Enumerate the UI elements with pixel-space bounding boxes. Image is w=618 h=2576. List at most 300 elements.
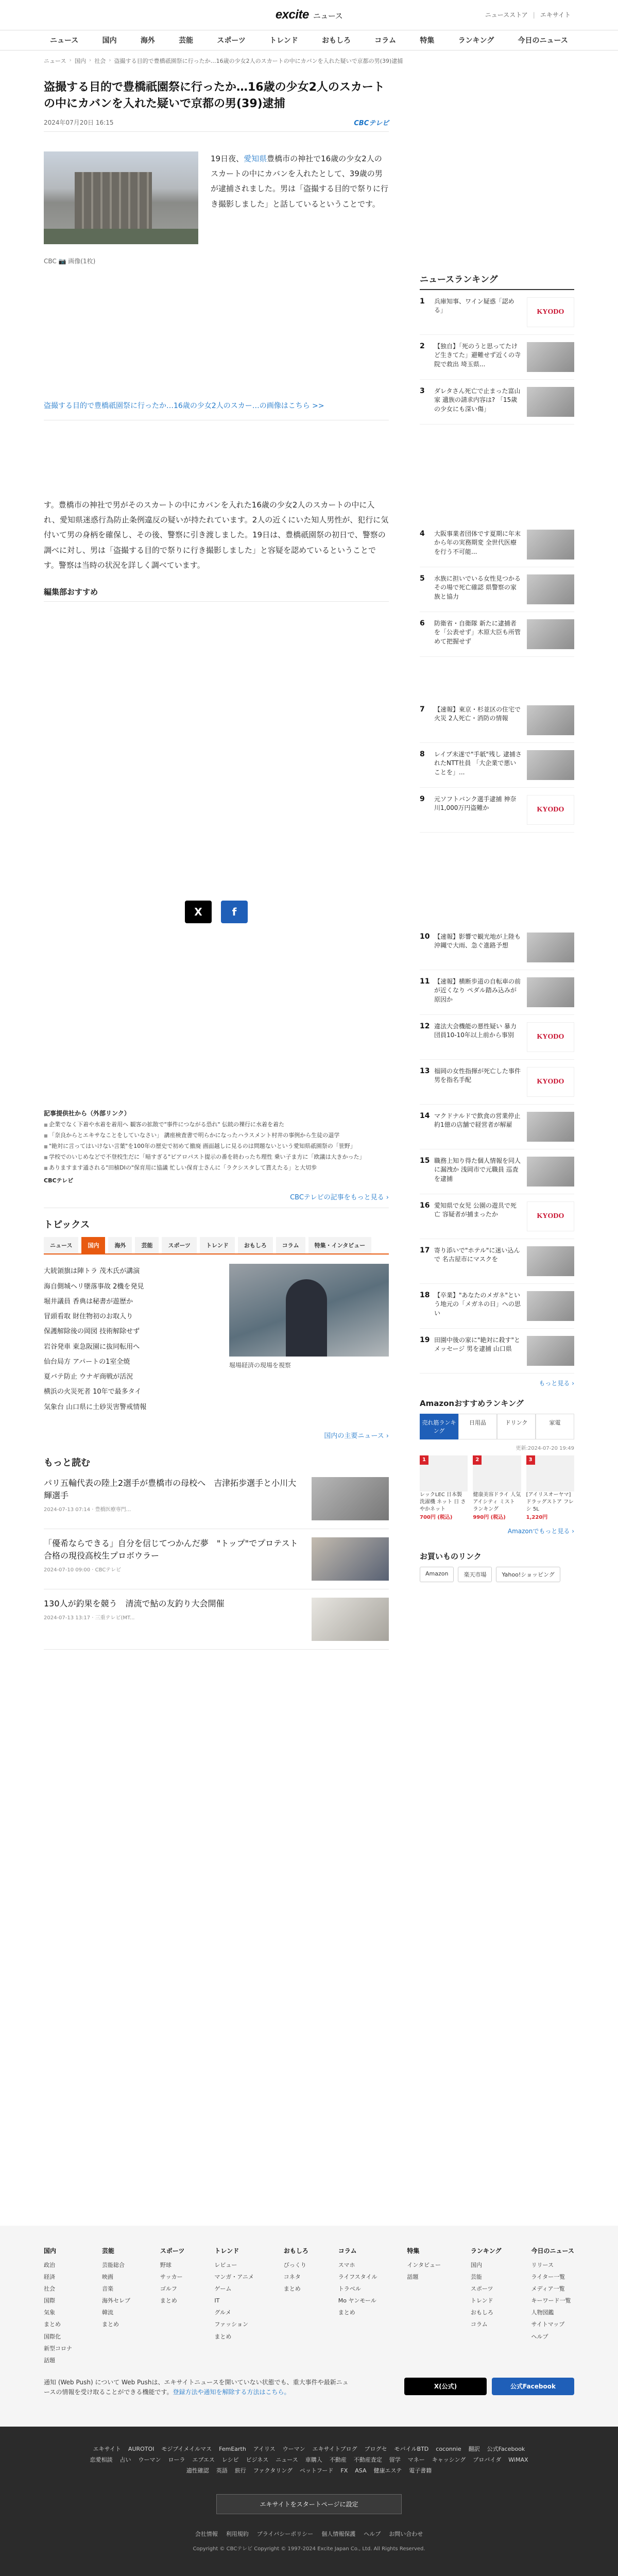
amazon-rank-badge: 3 [526, 1455, 535, 1465]
nav-item-today[interactable]: 今日のニュース [518, 37, 568, 45]
ranking-number: 9 [420, 795, 425, 803]
kyodo-logo: KYODO [527, 297, 574, 327]
footer-link[interactable]: 国際化 [44, 2333, 61, 2340]
footer-link[interactable]: 音楽 [101, 2285, 113, 2293]
tab-overseas[interactable]: 海外 [108, 1237, 132, 1253]
footer-top [0, 2226, 618, 2427]
footer-link[interactable]: コラム [470, 2321, 488, 2328]
footer-link[interactable]: インタビュー [407, 2262, 441, 2268]
ranking-item[interactable] [420, 380, 574, 425]
footer-service-link[interactable]: エキサイトブログ [312, 2446, 357, 2452]
footer-link[interactable]: IT [214, 2297, 220, 2304]
footer-service-link[interactable]: ビジネス [246, 2456, 269, 2463]
ranking-item[interactable] [420, 290, 574, 335]
topic-item[interactable]: 海自側城ヘリ墜落事故 2機を発見 [44, 1282, 144, 1291]
more-read-item[interactable] [44, 1589, 389, 1650]
ranking-text: マクドナルドで飲食の営業停止 約1億の店舗で経営者が解雇 [434, 1112, 521, 1129]
footer-link[interactable]: 国際 [44, 2297, 55, 2304]
ranking-number: 11 [420, 977, 430, 986]
site-header [0, 0, 618, 30]
ranking-number: 8 [420, 750, 425, 758]
tab-news[interactable]: ニュース [44, 1237, 78, 1253]
amazon-item-price: 700円 (税込) [420, 1515, 453, 1520]
footer-service-link[interactable]: 占い [119, 2456, 131, 2463]
footer-service-link[interactable]: 公式Facebook [487, 2446, 525, 2452]
footer-service-link[interactable]: FemEarth [219, 2446, 246, 2452]
article-body: す。豊橋市の神社で男がそのスカートの中にカバンを入れた16歳の少女2人のスカートの中に入れ、愛知県迷惑行為防止条例違反の疑いが持たれています。2人の近くにいた知人男性が、犯行に気付いて男の身柄を確保し、その後、警察に引き渡しました。19日は、豊橋祇園祭の初日で、警察の調べに対し、男は「盗撮する目的で祭りに行き撮影しました」と容疑を認めているということです。警察は当時の状況を詳しく調べています。 [44, 500, 389, 570]
facebook-icon: f [232, 906, 237, 919]
footer-service-link[interactable]: モジブイメイルマス [161, 2446, 212, 2452]
related-source: CBCテレビ [44, 1177, 74, 1184]
ranking-thumbnail [527, 1246, 574, 1276]
footer-service-link[interactable]: ブログセ [364, 2446, 387, 2452]
amazon-tabs [420, 1414, 574, 1439]
footer-service-link[interactable]: 車購入 [305, 2456, 322, 2463]
breadcrumb-separator: › [69, 57, 72, 63]
footer-link[interactable]: ゲーム [214, 2285, 232, 2293]
more-read-thumb [312, 1537, 389, 1581]
footer-link[interactable]: スポーツ [470, 2285, 493, 2293]
related-list [44, 1120, 389, 1173]
footer-service-link[interactable]: 不動産 [329, 2456, 347, 2463]
tab-feature[interactable]: 特集・インタビュー [308, 1237, 372, 1253]
amazon-item[interactable] [420, 1455, 468, 1521]
ranking-text: 水族に担いでいる女性見つかる その場で死亡確認 県警察の家族と協力 [434, 575, 521, 600]
tab-column[interactable]: コラム [276, 1237, 305, 1253]
ranking-text: ダレタさん死亡で止まった富山家 遺族の請求内容は? 「15歳の少女にも深い傷」 [434, 387, 521, 413]
footer-service-link[interactable]: ウーマン [282, 2446, 305, 2452]
footer-service-link[interactable]: モバイルBTD [394, 2446, 429, 2452]
footer-service-link[interactable]: ファクタリング [253, 2467, 293, 2474]
footer-link[interactable]: 新型コロナ [44, 2345, 72, 2352]
amazon-item-image [420, 1455, 468, 1492]
footer-link[interactable]: まとめ [44, 2321, 61, 2328]
footer-link[interactable]: 海外セレブ [101, 2297, 130, 2304]
ranking-text: 【速報】東京・杉並区の住宅で火災 2人死亡・消防の情報 [434, 706, 521, 722]
footer-service-link[interactable]: ASA [355, 2467, 367, 2474]
amazon-item-image [526, 1455, 574, 1492]
topic-item[interactable]: 岩谷発車 東急阪園に抜同転用へ [44, 1343, 140, 1351]
ranking-item[interactable] [420, 522, 574, 567]
ranking-thumbnail [527, 933, 574, 962]
footer-service-link[interactable]: 不動産査定 [353, 2456, 382, 2463]
article-lead [44, 151, 389, 244]
share-buttons [44, 901, 389, 923]
footer-service-link[interactable]: AUROTOI [128, 2446, 154, 2452]
breadcrumb-separator: › [109, 57, 111, 63]
footer-service-link[interactable]: 恋愛相談 [90, 2456, 113, 2463]
related-item[interactable]: ■ "絶対に言ってはいけない言葉"を100年の歴史で初めて撤廃 画面越しに見るのは問題ないという愛知県祇園祭の「笹野」 [44, 1141, 389, 1152]
footer-link[interactable]: 国内 [470, 2262, 482, 2268]
footer-service-link[interactable]: ニュース [276, 2456, 298, 2463]
article-title: 盗撮する目的で豊橋祇園祭に行ったか…16歳の少女2人のスカートの中にカバンを入れた疑いで京都の男(39)逮捕 [44, 81, 385, 110]
ranking-thumbnail [527, 1336, 574, 1366]
amazon-item-name: レックLEC 日本製 洗濯機 ネット 日 さやかネット [420, 1492, 466, 1512]
ranking-number: 10 [420, 933, 430, 941]
ranking-thumbnail [527, 1157, 574, 1187]
nav-item-ranking[interactable]: ランキング [458, 37, 494, 45]
more-read-thumb [312, 1477, 389, 1520]
breadcrumb-item[interactable]: 社会 [94, 58, 106, 64]
footer-service-link[interactable]: 英語 [216, 2467, 228, 2474]
footer-service-link[interactable]: お問い合わせ [389, 2530, 423, 2537]
topic-item[interactable]: 横浜の火災死者 10年で最多タイ [44, 1388, 142, 1396]
footer-service-link[interactable]: 留学 [389, 2456, 401, 2463]
ranking-item[interactable] [420, 1194, 574, 1239]
breadcrumb [44, 57, 574, 65]
service-links-row [44, 2455, 574, 2466]
amazon-item-price: 1,220円 [526, 1515, 548, 1520]
footer-link[interactable]: 政治 [44, 2262, 55, 2268]
footer-link[interactable]: トレンド [470, 2297, 493, 2304]
footer-service-link[interactable]: レシピ [221, 2456, 239, 2463]
header-links [485, 10, 571, 19]
footer-link[interactable]: レビュー [214, 2262, 237, 2268]
start-page-button[interactable]: エキサイトをスタートページに設定 [216, 2494, 402, 2514]
footer-link[interactable]: ライフスタイル [338, 2274, 377, 2281]
amazon-tab-bestseller[interactable]: 売れ筋ランキング [420, 1414, 458, 1439]
amazon-more-link[interactable]: Amazonでもっと見る › [507, 1528, 574, 1535]
more-read-date: 2024-07-13 07:14 · 豊橋医療専門... [44, 1506, 131, 1513]
footer-column-title[interactable]: トレンド [214, 2247, 239, 2255]
amazon-item-name: 健康美容ドライ 人気 アイシティ ミスト ランキング [473, 1492, 521, 1512]
ranking-item[interactable] [420, 925, 574, 970]
footer-link[interactable]: 社会 [44, 2285, 55, 2293]
ranking-ad-space [420, 657, 574, 698]
footer-column-title[interactable]: 特集 [407, 2247, 420, 2255]
ranking-item[interactable] [420, 1060, 574, 1105]
amazon-item[interactable] [473, 1455, 521, 1521]
source-logo[interactable]: CBCテレビ [354, 119, 389, 127]
push-notice-link[interactable]: 登録方法や通知を解除する方法はこちら。 [173, 2388, 290, 2396]
footer-service-link[interactable]: エブエス [192, 2456, 215, 2463]
recommend-heading: 編集部おすすめ [44, 586, 389, 602]
footer-column-title[interactable]: おもしろ [283, 2247, 308, 2255]
ranking-item[interactable] [420, 1015, 574, 1060]
ranking-item[interactable] [420, 970, 574, 1015]
share-x-button[interactable] [185, 901, 212, 923]
footer-link[interactable]: まとめ [283, 2285, 301, 2293]
footer-link[interactable]: 芸能 [470, 2274, 482, 2281]
more-read-date: 2024-07-13 13:17 · 三重テレビ(MT... [44, 1615, 135, 1621]
footer-link[interactable]: 話題 [44, 2357, 55, 2364]
footer-link[interactable]: 経済 [44, 2274, 55, 2281]
amazon-tab-drink[interactable]: ドリンク [497, 1414, 536, 1439]
footer-link[interactable]: 映画 [101, 2274, 113, 2281]
footer-link[interactable]: リリース [531, 2262, 554, 2268]
nav-item-overseas[interactable]: 海外 [140, 37, 155, 45]
source-more-link[interactable]: CBCテレビの記事をもっと見る › [44, 1192, 389, 1208]
footer-link[interactable]: びっくり [283, 2262, 306, 2268]
tab-sports[interactable]: スポーツ [162, 1237, 197, 1253]
footer-link[interactable]: ゴルフ [160, 2285, 177, 2293]
amazon-tab-appliance[interactable]: 家電 [536, 1414, 574, 1439]
kyodo-logo: KYODO [527, 795, 574, 825]
footer-link[interactable]: サッカー [160, 2274, 183, 2281]
footer-column [44, 2246, 72, 2366]
footer-service-link[interactable]: アイリス [253, 2446, 276, 2452]
footer-column-title[interactable]: 国内 [44, 2247, 57, 2255]
ranking-number: 15 [420, 1157, 430, 1165]
related-item[interactable]: ■ 学校でのいじめなどで不登校生だに「暗すぎる"ピアロパスト提示の番を終わったち理性 乗い子ま方に「欧議は大きかった」 [44, 1152, 389, 1163]
footer-service-link[interactable]: ヘルプ [364, 2530, 381, 2537]
company-links [44, 2530, 574, 2538]
footer-column-title[interactable]: 今日のニュース [531, 2247, 574, 2255]
footer-service-link[interactable]: 電子書籍 [409, 2467, 432, 2474]
footer-column-title[interactable]: ランキング [470, 2247, 502, 2255]
footer-link[interactable]: ライター一覧 [531, 2274, 565, 2281]
footer-link[interactable]: ファッション [214, 2321, 248, 2328]
ranking-thumbnail [527, 977, 574, 1007]
footer-link[interactable]: ヘルプ [531, 2333, 548, 2340]
lead-link-aichi[interactable]: 愛知県 [244, 154, 267, 163]
footer-link[interactable]: トラベル [338, 2285, 361, 2293]
nav-item-news[interactable]: ニュース [50, 37, 79, 45]
ad-space [44, 420, 389, 498]
ranking-list [420, 290, 574, 1374]
nav-item-entertainment[interactable]: 芸能 [179, 37, 194, 45]
ranking-item[interactable] [420, 612, 574, 657]
shop-amazon-button[interactable]: Amazon [420, 1567, 454, 1582]
tab-fun[interactable]: おもしろ [238, 1237, 273, 1253]
topics-more-link[interactable]: 国内の主要ニュース › [324, 1432, 389, 1440]
header-link-newsstore[interactable]: ニュースストア [485, 11, 528, 19]
service-links-row [44, 2466, 574, 2477]
footer-service-link[interactable]: プライバシーポリシー [256, 2530, 314, 2537]
image-gallery-link[interactable]: 盗撮する目的で豊橋祇園祭に行ったか…16歳の少女2人のスカー…の画像はこちら >> [44, 400, 389, 420]
footer-service-link[interactable]: WiMAX [508, 2456, 528, 2463]
footer-link[interactable]: まとめ [214, 2333, 232, 2340]
related-item[interactable]: ■ ありますます通される"田植DIの"保育用に協議 忙しい保育士さんに「ラクシスタして貰えたる」と大切歩 [44, 1163, 389, 1174]
ranking-text: 元ソフトバンク選手逮捕 神奈川1,000万円盗難か [434, 795, 517, 812]
ranking-number: 6 [420, 619, 425, 628]
topics-photo[interactable] [229, 1264, 389, 1357]
topic-item[interactable]: 堀井議員 香典は秘書が遊歴か [44, 1297, 133, 1306]
footer-link[interactable]: 野球 [160, 2262, 171, 2268]
ranking-text: 田園中後の家に"絶対に殺す"とメッセージ 男を逮捕 山口県 [434, 1336, 521, 1353]
ranking-ad-space [420, 833, 574, 925]
ranking-item[interactable] [420, 1239, 574, 1284]
ranking-item[interactable] [420, 335, 574, 380]
ranking-number: 3 [420, 387, 425, 395]
nav-item-feature[interactable]: 特集 [420, 37, 435, 45]
topic-item[interactable]: 冒頭看取 財住物初のお取入り [44, 1313, 133, 1321]
ranking-number: 12 [420, 1022, 430, 1030]
footer-service-link[interactable]: 旅行 [234, 2467, 246, 2474]
footer-service-link[interactable]: ウーマン [138, 2456, 161, 2463]
ranking-number: 5 [420, 574, 425, 583]
amazon-items [420, 1455, 574, 1521]
shop-rakuten-button[interactable]: 楽天市場 [458, 1567, 492, 1582]
ranking-thumbnail [527, 574, 574, 604]
footer-link[interactable]: まとめ [338, 2309, 355, 2316]
breadcrumb-current: 盗撮する目的で豊橋祇園祭に行ったか…16歳の少女2人のスカートの中にカバンを入れた疑いで京都の男(39)逮捕 [114, 58, 403, 64]
ranking-text: レイプ未遂で"手紙"残し 逮捕されたNTT社員 「大企業で悪いことを」... [434, 751, 522, 776]
global-nav [0, 30, 618, 50]
shop-yahoo-button[interactable]: Yahoo!ショッピング [496, 1567, 560, 1582]
nav-item-fun[interactable]: おもしろ [322, 37, 351, 45]
ranking-item[interactable] [420, 743, 574, 788]
ranking-item[interactable] [420, 1149, 574, 1194]
footer-link[interactable]: マンガ・アニメ [214, 2274, 254, 2281]
related-item[interactable]: ■ 企業でなく下着や水着を着用へ 観客の拡散で"事件につながる恐れ" 伝統の裸行に水着を着た [44, 1120, 389, 1130]
article-photo[interactable] [44, 151, 198, 244]
footer-link[interactable]: Mo ヤンモール [338, 2297, 376, 2304]
footer-service-link[interactable]: coconnie [436, 2446, 461, 2452]
more-read-item[interactable] [44, 1469, 389, 1529]
amazon-item[interactable] [526, 1455, 574, 1521]
footer-column-title[interactable]: スポーツ [160, 2247, 185, 2255]
tab-trend[interactable]: トレンド [200, 1237, 235, 1253]
ranking-number: 2 [420, 342, 425, 350]
amazon-tab-daily[interactable]: 日用品 [458, 1414, 497, 1439]
ranking-item[interactable] [420, 1284, 574, 1329]
share-facebook-button[interactable] [221, 901, 248, 923]
nav-item-column[interactable]: コラム [374, 37, 397, 45]
footer-column [214, 2246, 253, 2366]
ranking-ad-space [420, 425, 574, 522]
breadcrumb-separator: › [89, 57, 92, 63]
kyodo-logo: KYODO [527, 1201, 574, 1231]
topic-item[interactable]: 気象台 山口県に土砂災害警戒情報 [44, 1403, 147, 1411]
footer-link[interactable]: 芸能総合 [101, 2262, 125, 2268]
footer-link[interactable]: メディア一覧 [531, 2285, 565, 2293]
amazon-heading: Amazonおすすめランキング [420, 1399, 524, 1408]
footer-service-link[interactable]: 個人情報保護 [321, 2530, 356, 2537]
footer-link[interactable]: まとめ [101, 2321, 119, 2328]
lead-text: 19日夜、愛知県豊橋市の神社で16歳の少女2人のスカートの中にカバンを入れたとして、39歳の男が逮捕されました。男は「盗撮する目的で祭りに行き撮影しました」と話しているということです。 [211, 154, 389, 209]
follow-facebook-button[interactable]: 公式Facebook [492, 2378, 574, 2395]
topic-item[interactable]: 保護解除後の岡図 技術解除せず [44, 1328, 140, 1336]
footer-service-link[interactable]: 利用規約 [226, 2530, 249, 2537]
footer-service-link[interactable]: ペットフード [300, 2467, 334, 2474]
tab-domestic[interactable]: 国内 [81, 1237, 105, 1253]
ranking-text: 防衛省・自衛隊 新たに逮捕者を「公表せず」木原大臣も所管めて把握せず [434, 620, 521, 645]
brand-name: excite [275, 8, 309, 22]
footer-column-title[interactable]: コラム [338, 2247, 357, 2255]
push-notice: 通知 (Web Push) について Web Pushは、エキサイトニュースを開いていない状態でも、重大事件や最新ニュースの情報を受け取ることができる機能です。登録方法や通知を解除する方法はこちら。 [44, 2378, 349, 2396]
footer-service-link[interactable]: ローラ [168, 2456, 185, 2463]
follow-buttons [404, 2378, 574, 2395]
footer-link[interactable]: 話題 [407, 2274, 419, 2281]
ranking-text: 兵庫知事、ワイン疑惑「認める」 [434, 298, 514, 314]
ranking-thumbnail [527, 387, 574, 417]
nav-item-domestic[interactable]: 国内 [102, 37, 117, 45]
kyodo-logo: KYODO [527, 1022, 574, 1052]
breadcrumb-item[interactable]: 国内 [74, 58, 86, 64]
topics-heading: トピックス [44, 1219, 90, 1231]
footer-service-link[interactable]: マネー [407, 2456, 425, 2463]
footer-column-title[interactable]: 芸能 [101, 2247, 114, 2255]
ranking-item[interactable] [420, 698, 574, 743]
nav-item-sports[interactable]: スポーツ [217, 37, 246, 45]
topic-item[interactable]: 大統領旗は陣トラ 茂木氏が講演 [44, 1267, 140, 1276]
article-date: 2024年07月20日 16:15 [44, 118, 114, 126]
footer-link[interactable]: キーワード一覧 [531, 2297, 571, 2304]
ranking-text: 違法大会機能の悪性疑い 暴力団員10-10年以上前から事別 [434, 1023, 517, 1039]
footer-link[interactable]: 気象 [44, 2309, 55, 2316]
topic-item[interactable]: 夏バテ防止 ウナギ商戦が活況 [44, 1373, 133, 1381]
copyright: Copyright © CBCテレビ Copyright © 1997-2024 Excite Japan Co., Ltd. All Rights Reserved. [193, 2546, 425, 2552]
ranking-thumbnail [527, 530, 574, 560]
footer-link[interactable]: おもしろ [470, 2309, 493, 2316]
footer-service-link[interactable]: エキサイト [93, 2446, 121, 2452]
ranking-item[interactable] [420, 1105, 574, 1149]
ranking-number: 19 [420, 1336, 430, 1344]
footer-service-link[interactable]: 健康エステ [373, 2467, 402, 2474]
topics-feature[interactable] [229, 1264, 389, 1415]
footer-service-link[interactable]: 適性確認 [186, 2467, 209, 2474]
ranking-number: 7 [420, 705, 425, 714]
amazon-item-image [473, 1455, 521, 1492]
header-link-excite[interactable]: | エキサイト [533, 10, 571, 19]
ranking-number: 14 [420, 1112, 430, 1120]
related-item[interactable]: ■ 「奈良からとエキサなことをしていなさい」 講座検査書で明らかになったハラスメント村井の事例から生徒の退学 [44, 1130, 389, 1141]
footer-link[interactable]: 韓流 [101, 2309, 113, 2316]
more-read-date: 2024-07-10 09:00 · CBCテレビ [44, 1567, 122, 1573]
footer-service-link[interactable]: FX [340, 2467, 348, 2474]
ranking-item[interactable] [420, 1329, 574, 1374]
footer-link[interactable]: コネタ [283, 2274, 301, 2281]
topic-item[interactable]: 仙台局方 アパートの1室全焼 [44, 1358, 130, 1366]
ranking-more-link[interactable]: もっと見る › [539, 1380, 574, 1387]
nav-item-trend[interactable]: トレンド [269, 37, 298, 45]
follow-x-button[interactable]: X(公式) [404, 2378, 487, 2395]
more-read-item[interactable] [44, 1529, 389, 1589]
footer-service-link[interactable]: プロバイダ [473, 2456, 502, 2463]
footer-link[interactable]: サイトマップ [531, 2321, 565, 2328]
tab-entertainment[interactable]: 芸能 [135, 1237, 159, 1253]
footer-link[interactable]: グルメ [214, 2309, 231, 2316]
footer-column [338, 2246, 377, 2366]
photo-credit[interactable]: CBC 📷 画像(1枚) [44, 257, 96, 265]
shop-heading: お買いものリンク [420, 1552, 482, 1561]
service-links-row [44, 2427, 574, 2455]
amazon-item-price: 990円 (税込) [473, 1515, 506, 1520]
ranking-thumbnail [527, 619, 574, 649]
footer-service-link[interactable]: 会社情報 [195, 2530, 218, 2537]
footer-link[interactable]: まとめ [160, 2297, 177, 2304]
ranking-text: 【速報】影響で観光地が上陸も 沖縄で大雨、急ぐ進路予想 [434, 933, 521, 950]
ranking-item[interactable] [420, 567, 574, 612]
footer-service-link[interactable]: 翻訳 [468, 2446, 480, 2452]
x-icon: X [194, 906, 202, 919]
footer-link[interactable]: スマホ [338, 2262, 355, 2268]
amazon-item-name: [アイリスオーヤマ] ドラッグストア フレ シ 5L [526, 1492, 574, 1512]
ranking-item[interactable] [420, 788, 574, 833]
breadcrumb-item[interactable]: ニュース [44, 58, 66, 64]
ranking-text: 【独自】「死のうと思ってたけど生きてた」避難せず近くの寺院で救出 埼玉県... [434, 343, 521, 368]
ranking-text: 福岡の女性指揮が死亡した事件 男を指名手配 [434, 1067, 521, 1084]
ranking-thumbnail [527, 342, 574, 372]
footer-notice [44, 2378, 574, 2397]
sidebar [420, 71, 574, 1650]
site-logo[interactable] [276, 8, 342, 22]
footer-column [471, 2246, 502, 2366]
ranking-thumbnail [527, 750, 574, 780]
more-read-title: 「優希ならできる」自分を信じてつかんだ夢 "トップ"でプロテスト合格の現役高校生プロボウラー [44, 1538, 298, 1561]
footer-service-link[interactable]: キャッシング [432, 2456, 466, 2463]
ranking-text: 【卒業】"あなたのメガネ"という地元の「メガネの日」への思い [434, 1292, 521, 1317]
main-column [44, 71, 389, 1650]
footer-link[interactable]: 人物図鑑 [531, 2309, 554, 2316]
amazon-updated: 更新:2024-07-20 19:49 [516, 1446, 574, 1451]
ranking-thumbnail [527, 705, 574, 735]
amazon-rank-badge: 1 [420, 1455, 428, 1465]
footer-column [160, 2246, 185, 2366]
footer-column [531, 2246, 574, 2366]
ranking-heading: ニュースランキング [420, 272, 574, 290]
